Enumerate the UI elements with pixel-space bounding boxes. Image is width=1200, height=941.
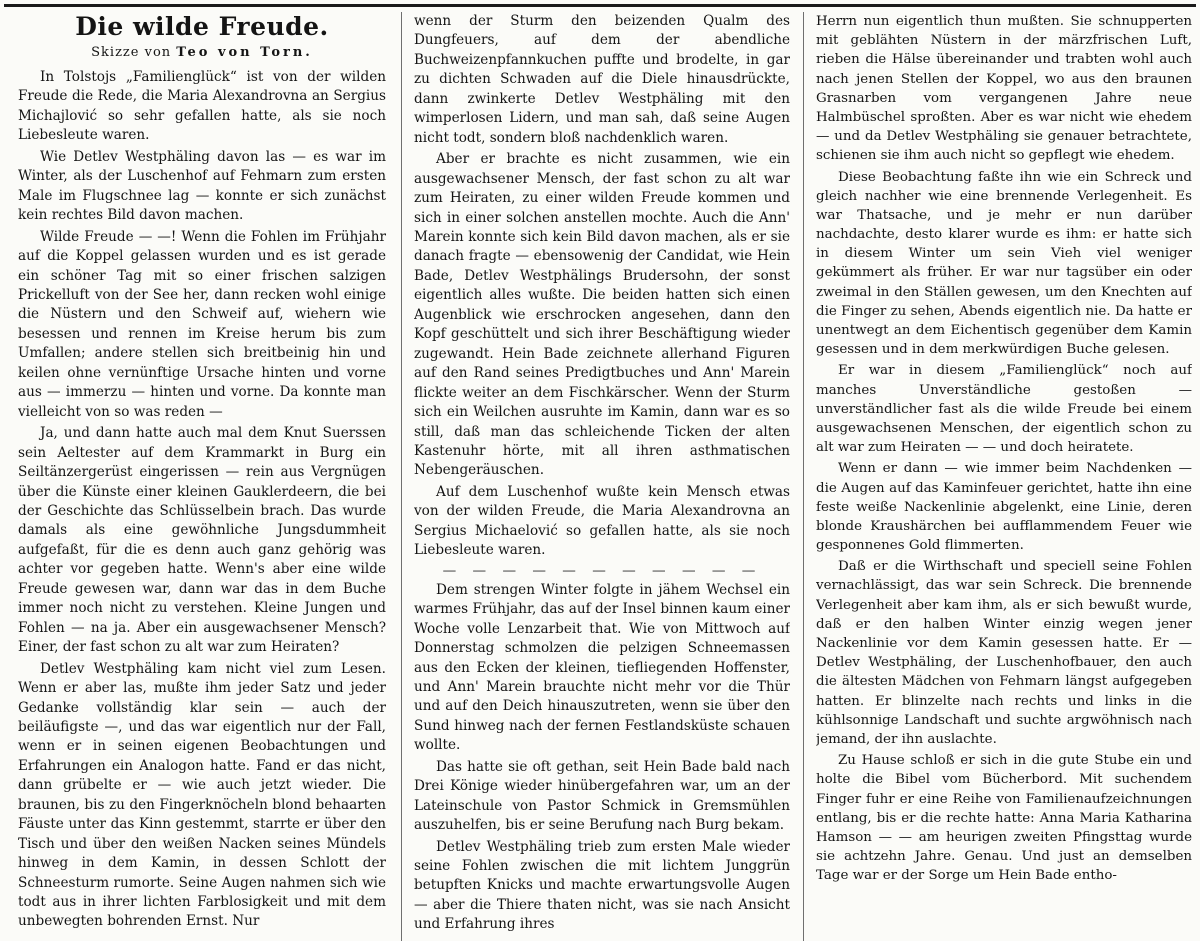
column-1	[18, 12, 386, 941]
author-name: Teo von Torn.	[176, 45, 313, 60]
paragraph: Wilde Freude — —! Wenn die Fohlen im Frühjahr auf die Koppel gelassen wurden und es ist gerade ein schöner Tag mit so einer frischen salzigen Prickelluft von der See her, dann recken wohl einige die Nüstern und den Schweif auf, wiehern wie besessen und rennen im Kreise herum bis zum Umfallen; andere stellen sich breitbeinig hin und keilen ohne vernünftige Ursache hinten und vorne aus — immerzu — hinten und vorne. Da konnte man vielleicht von so was reden —	[18, 228, 386, 420]
paragraph: Das hatte sie oft gethan, seit Hein Bade bald nach Drei Könige wieder hinübergefahren war, um an der Lateinschule von Pastor Schmick in Gremsmühlen auszuhelfen, bis er seine Berufung nach Burg bekam.	[414, 758, 790, 834]
paragraph: Zu Hause schloß er sich in die gute Stube ein und holte die Bibel vom Bücherbord. Mit suchendem Finger fuhr er eine Reihe von Familienaufzeichnungen entlang, bis er die rechte hatte: Anna Maria Katharina Hamson — — am heurigen zweiten Pfingsttag wurde sie achtzehn Jahre. Genau. Und just an demselben Tage war er der Sorge um Hein Bade entho-	[816, 753, 1192, 884]
column-rule	[803, 12, 804, 941]
top-rule	[4, 4, 1196, 7]
article-title: Die wilde Freude.	[75, 12, 329, 41]
paragraph: Auf dem Luschenhof wußte kein Mensch etwas von der wilden Freude, die Maria Alexandrovna an Sergius Michaelović so gefallen hatte, als sie noch Liebesleute waren.	[414, 483, 790, 559]
paragraph: Er war in diesem „Familienglück“ noch auf manches Unverständliche gestoßen — unverständlicher fast als die wilde Freude bei einem ausgewachsenen Menschen, der eigentlich schon zu alt war zum Heiraten — — und doch heiratete.	[816, 363, 1192, 456]
paragraph: Diese Beobachtung faßte ihn wie ein Schreck und gleich nachher wie eine brennende Verlegenheit. Es war Thatsache, und je mehr er nun darüber nachdachte, desto klarer wurde es ihm: er hatte sich in diesem Winter um sein Vieh viel weniger gekümmert als früher. Er war nur tagsüber ein oder zweimal in den Ställen gewesen, um den Knechten auf die Finger zu sehen, Abends eigentlich nie. Da hatte er unentwegt an dem Eichentisch gegenüber dem Kamin gesessen und in dem merkwürdigen Buche gelesen.	[816, 169, 1192, 358]
paragraph: Detlev Westphäling trieb zum ersten Male wieder seine Fohlen zwischen die mit lichtem Junggrün betupften Knicks und machte erwartungsvolle Augen — aber die Thiere thaten nicht, was sie nach Ansicht und Erfahrung ihres	[414, 838, 790, 933]
byline-prefix: Skizze von	[91, 45, 172, 60]
paragraph: Daß er die Wirthschaft und speciell seine Fohlen vernachlässigt, das war sein Schreck. Die brennende Verlegenheit aber kam ihm, als er sich bewußt wurde, daß er den halben Winter einzig wegen jener Nackenlinie vor dem Kamin gesessen hatte. Er — Detlev Westphäling, der Luschenhofbauer, den auch die ältesten Mädchen von Fehmarn längst aufgegeben hatten. Er blinzelte nach rechts und links in die kühlsonnige Landschaft und suchte argwöhnisch nach jemand, der ihn auslachte.	[816, 559, 1192, 747]
paragraph: In Tolstojs „Familienglück“ ist von der wilden Freude die Rede, die Maria Alexandrovna an Sergius Michajlović so sehr gefallen hatte, als sie noch Liebesleute waren.	[18, 69, 386, 144]
paragraph: Ja, und dann hatte auch mal dem Knut Suerssen sein Aeltester auf dem Krammarkt in Burg ein Seiltänzergerüst eingerissen — rein aus Vergnügen über die Künste einer kleinen Gauklerdeern, die bei der Geschichte das Schlüsselbein brach. Das wurde damals als eine gewöhnliche Jungsdummheit aufgefaßt, für die es denn auch ganz gehörig was achter vor gegeben hatte. Wenn's aber eine wilde Freude gewesen war, dann war das in dem Buche immer noch nicht zu verstehen. Kleine Jungen und Fohlen — na ja. Aber ein ausgewachsener Mensch? Einer, der fast schon zu alt war zum Heiraten?	[18, 425, 386, 656]
paragraph: Detlev Westphäling kam nicht viel zum Lesen. Wenn er aber las, mußte ihm jeder Satz und jeder Gedanke vollständig klar sein — auch der beiläufigste —, und das war eigentlich nur der Fall, wenn er in seinen eigenen Beobachtungen und Erfahrungen ein Analogon hatte. Fand er das nicht, dann grübelte er — wie auch jetzt wieder. Die braunen, bis zu den Fingerknöcheln blond behaarten Fäuste unter das Kinn gestemmt, starrte er über den Tisch und über den weißen Nacken seines Mündels hinweg in dem Kamin, in dessen Schlott der Schneesturm rumorte. Seine Augen nahmen sich wie todt aus in ihrer lichten Farblosigkeit und mit dem unbewegten bohrenden Ernst. Nur	[18, 660, 386, 930]
byline	[18, 44, 386, 62]
paragraph: Dem strengen Winter folgte in jähem Wechsel ein warmes Frühjahr, das auf der Insel binnen kaum einer Woche volle Lenzarbeit that. Wie von Mittwoch auf Donnerstag schmolzen die pelzigen Schneemassen aus den Ecken der kleinen, tiefliegenden Hoffenster, und Ann' Marein brauchte nicht mehr vor die Thür und auf den Deich hinauszutreten, wenn sie über den Sund hinweg nach der fernen Festlandsküste schauen wollte.	[414, 581, 790, 754]
column-2	[414, 12, 790, 941]
column-rule	[401, 12, 402, 941]
paragraph: wenn der Sturm den beizenden Qualm des Dungfeuers, auf dem der abendliche Buchweizenpfannkuchen puffte und brodelte, in gar zu dichten Schwaden auf die Diele hinausdrückte, dann zwinkerte Detlev Westphäling mit den wimperlosen Lidern, und man sah, daß seine Augen nicht todt, sondern bloß nachdenklich waren.	[414, 13, 790, 146]
paragraph: Herrn nun eigentlich thun mußten. Sie schnupperten mit geblähten Nüstern in der märzfrischen Luft, rieben die Hälse übereinander und trabten wohl auch nach jenen Stellen der Koppel, wo aus den braunen Grasnarben vom vergangenen Jahre neue Halmbüschel sproßten. Aber es war nicht wie ehedem — und da Detlev Westphäling sie genauer betrachtete, schienen sie ihm auch nicht so gepflegt wie ehedem.	[816, 14, 1192, 164]
column-3	[816, 12, 1192, 941]
paragraph: Wenn er dann — wie immer beim Nachdenken — die Augen auf das Kaminfeuer gerichtet, hatte ihn eine feste weiße Nackenlinie abgelenkt, eine Linie, deren blonde Kraushärchen bei aufflammendem Feuer wie gesponnenes Gold flimmerten.	[816, 461, 1192, 554]
section-separator: — — — — — — — — — — —	[442, 562, 762, 579]
paragraph: Wie Detlev Westphäling davon las — es war im Winter, als der Luschenhof auf Fehmarn zum ersten Male im Flugschnee lag — konnte er sich zunächst kein rechtes Bild davon machen.	[18, 148, 386, 224]
paragraph: Aber er brachte es nicht zusammen, wie ein ausgewachsener Mensch, der fast schon zu alt war zum Heiraten, zu einer wilden Freude kommen und sich in einer solchen anstellen mochte. Auch die Ann' Marein konnte sich kein Bild davon machen, als er sie danach fragte — ebensowenig der Candidat, wie Hein Bade, Detlev Westphälings Brudersohn, der sonst eigentlich alles wußte. Die beiden hatten sich einen Augenblick wie erschrocken angesehen, dann den Kopf geschüttelt und sich ihrer Beschäftigung wieder zugewandt. Hein Bade zeichnete allerhand Figuren auf den Rand seines Predigtbuches und Ann' Marein flickte weiter an dem Fischkärscher. Wenn der Sturm sich ein Weilchen ausruhte im Kamin, dann war es so still, daß man das schleichende Ticken der alten Kastenuhr hörte, mit all ihren asthmatischen Nebengeräuschen.	[414, 151, 790, 479]
